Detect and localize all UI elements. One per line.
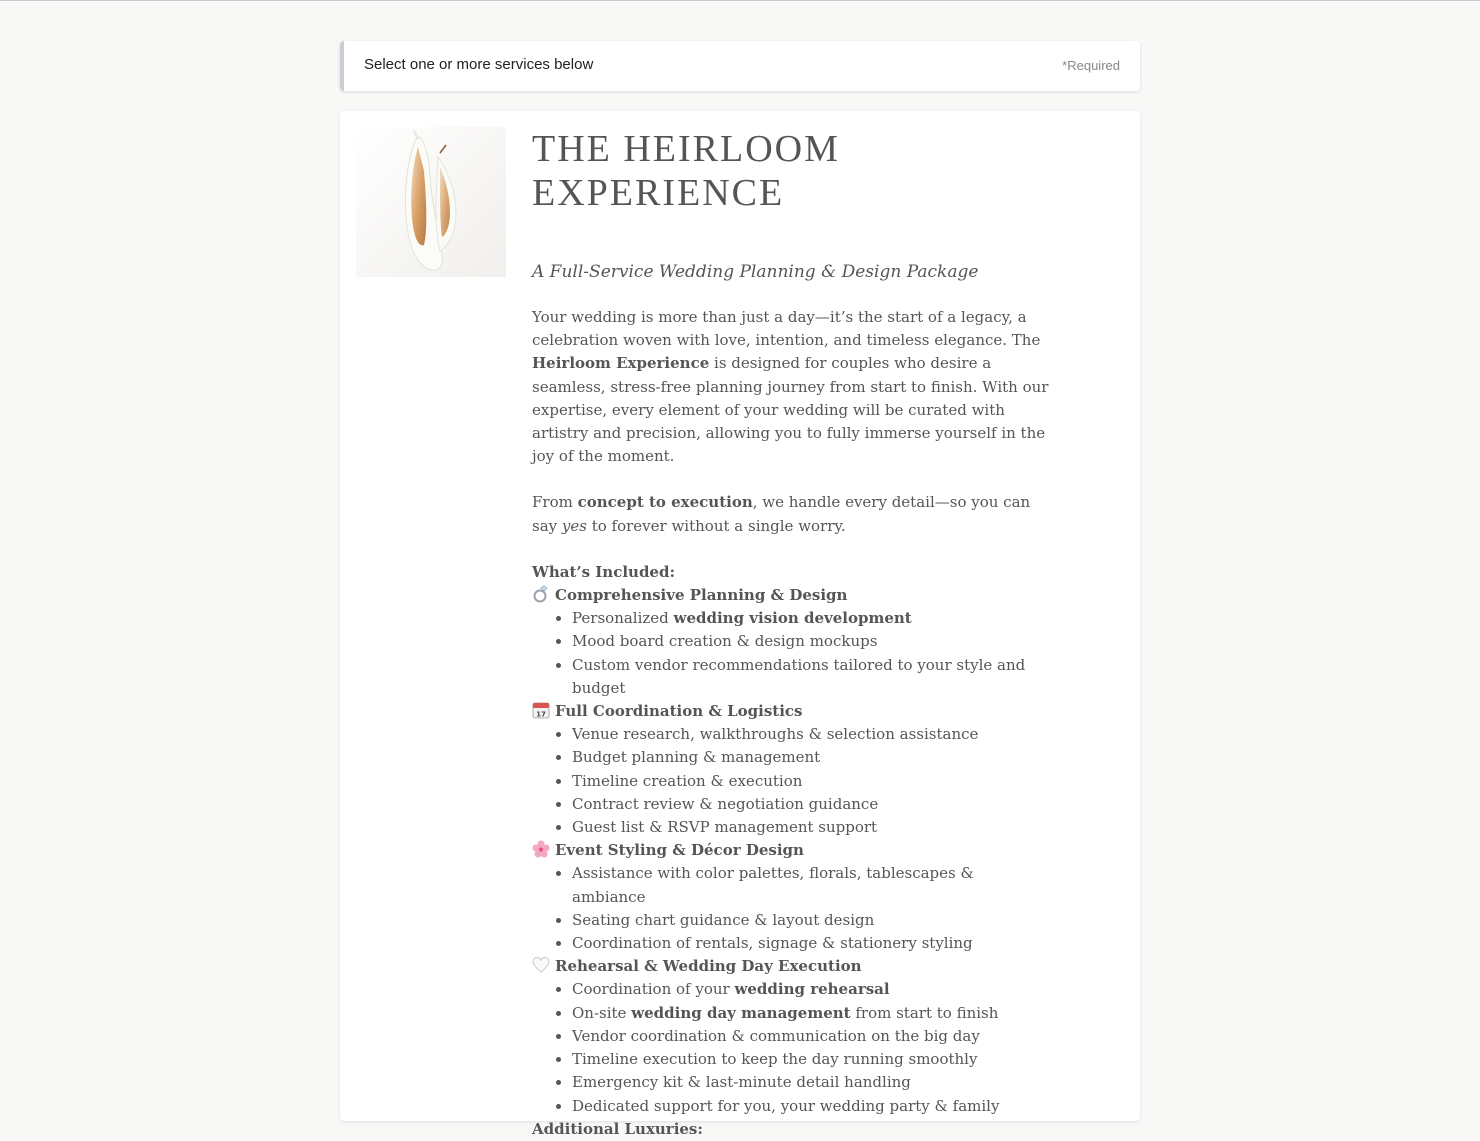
- list-item: • Emergency kit & last-minute detail handling: [572, 1071, 1052, 1094]
- section-heading: Comprehensive Planning & Design: [532, 584, 1052, 607]
- list-item: • Assistance with color palettes, florals, tablescapes & ambiance: [572, 862, 1052, 908]
- list-item: • Personalized wedding vision development: [572, 607, 1052, 630]
- list-item: • Guest list & RSVP management support: [572, 816, 1052, 839]
- section-heading: 17 Full Coordination & Logistics: [532, 700, 1052, 723]
- list-item: • On-site wedding day management from start to finish: [572, 1002, 1052, 1025]
- intro-paragraph: Your wedding is more than just a day—it’s the start of a legacy, a celebration woven with love, intention, and timeless elegance. The Heirloom Experience is designed for couples who desire a seamless, stress-free planning journey from start to finish. With our expertise, every element of your wedding will be curated with artistry and precision, allowing you to fully immerse yourself in the joy of the moment.: [532, 308, 1049, 466]
- services-header: [340, 41, 1140, 91]
- cherry-blossom-icon: [532, 840, 550, 858]
- service-card-heirloom[interactable]: [340, 111, 1140, 1138]
- service-title: THE HEIRLOOM EXPERIENCE: [532, 128, 840, 214]
- service-image: [356, 127, 506, 277]
- white-heart-icon: [532, 956, 550, 974]
- list-item: • Vendor coordination & communication on the big day: [572, 1025, 1052, 1048]
- service-subtitle: A Full-Service Wedding Planning & Design Package: [532, 262, 979, 282]
- service-description: [532, 127, 1052, 1141]
- additional-heading: Additional Luxuries:: [532, 1119, 703, 1138]
- calendar-icon: [532, 701, 550, 719]
- list-item: • Venue research, walkthroughs & selection assistance: [572, 723, 1052, 746]
- required-label: *Required: [1062, 58, 1120, 73]
- list-item: • Timeline creation & execution: [572, 770, 1052, 793]
- list-item: • Timeline execution to keep the day running smoothly: [572, 1048, 1052, 1071]
- list-item: • Dedicated support for you, your wedding party & family: [572, 1095, 1052, 1118]
- section-heading: Event Styling & Décor Design: [532, 839, 1052, 862]
- list-item: • Mood board creation & design mockups: [572, 630, 1052, 653]
- section-list: [532, 723, 1052, 839]
- list-item: • Contract review & negotiation guidance: [572, 793, 1052, 816]
- services-instruction: Select one or more services below: [364, 56, 594, 73]
- svg-text:17: 17: [536, 710, 546, 719]
- list-item: • Custom vendor recommendations tailored to your style and budget: [572, 654, 1052, 700]
- list-item: • Coordination of your wedding rehearsal: [572, 978, 1052, 1001]
- list-item: • Seating chart guidance & layout design: [572, 909, 1052, 932]
- section-list: [532, 978, 1052, 1117]
- list-item: • Coordination of rentals, signage & stationery styling: [572, 932, 1052, 955]
- included-heading: What’s Included:: [532, 562, 676, 581]
- section-list: [532, 862, 1052, 955]
- concept-paragraph: From concept to execution, we handle every detail—so you can say yes to forever without a single worry.: [532, 493, 1031, 535]
- top-divider: [0, 0, 1480, 1]
- list-item: • Budget planning & management: [572, 746, 1052, 769]
- ring-icon: [532, 585, 550, 603]
- section-list: [532, 607, 1052, 700]
- section-heading: Rehearsal & Wedding Day Execution: [532, 955, 1052, 978]
